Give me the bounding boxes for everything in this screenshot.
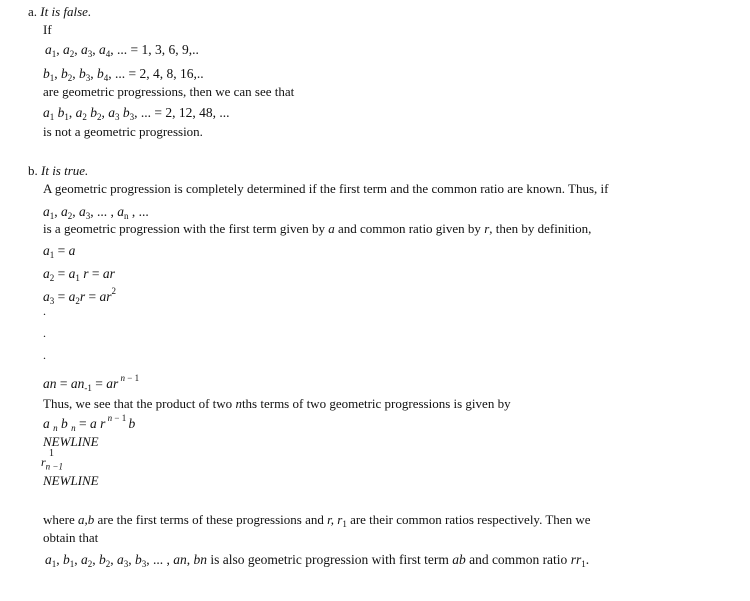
sequence-a-values: = 1, 3, 6, 9,.. — [130, 42, 199, 57]
sequence-a: $a_1$, $a_2$, $a_3$, $a_4$, ... = 1, 3, 6, 9,.. — [45, 42, 199, 59]
newline-placeholder-2: NEWLINE — [43, 473, 99, 488]
thus-post: ths terms of two geometric progressions is given by — [241, 396, 511, 411]
where-mid: are the first terms of these progressions and — [94, 512, 328, 527]
final-and: and common ratio — [465, 552, 571, 567]
final-ab: ab — [452, 552, 466, 567]
where-ab: a,b — [78, 512, 95, 527]
product-values: = 2, 12, 48, ... — [154, 105, 230, 120]
ellipsis-dot-2: . — [43, 326, 46, 340]
newline-placeholder-1: NEWLINE — [43, 434, 99, 449]
final-rr: rr — [570, 552, 582, 567]
if-word: If — [43, 22, 52, 37]
part-a-heading — [28, 4, 91, 20]
product-sequence: $a_1$ $b_1$, $a_2$ $b_2$, $a_3$ $b_3$, ... = 2, 12, 48, ... — [43, 105, 230, 122]
para2-mid: and common ratio given by — [334, 221, 485, 236]
thus-pre: Thus, we see that the product of two — [43, 396, 236, 411]
part-a-verdict: It is false. — [40, 4, 92, 19]
equation-a3: $a_3 = a_2r = ar^2$ — [43, 286, 117, 306]
sequence-b-values: = 2, 4, 8, 16,.. — [128, 66, 204, 81]
para2-r: r — [484, 221, 490, 236]
part-b-para2 — [43, 221, 591, 237]
r-fraction-fragment: 1 $r_{n -1}$ — [41, 448, 63, 472]
part-a-conclusion: is not a geometric progression. — [43, 124, 203, 139]
final-sentence: $a_1$, $b_1$, $a_2$, $b_2$, $a_3$, $b_3$, ... , an, bn is also geometric progression with first term ab and common ratio $rr_1$. — [45, 552, 590, 569]
part-b-marker: b. — [28, 163, 38, 178]
sequence-b: $b_1$, $b_2$, $b_3$, $b_4$, ... = 2, 4, 8, 16,.. — [43, 66, 204, 83]
para2-post: , then by definition, — [489, 221, 592, 236]
where-r: r, — [327, 512, 334, 527]
part-b-para1: A geometric progression is completely determined if the first term and the common ratio are known. Thus, if — [43, 181, 609, 196]
equation-an: an = $an_{-1}$ = ar $^{n - 1}$ — [43, 373, 140, 393]
part-b-obtain: obtain that — [43, 530, 99, 545]
part-a-mid-text: are geometric progressions, then we can see that — [43, 84, 295, 99]
where-post: are their common ratios respectively. Then we — [346, 512, 591, 527]
where-pre: where — [43, 512, 79, 527]
ellipsis-dot-3: . — [43, 348, 46, 362]
para2-a: a — [328, 221, 335, 236]
general-sequence: $a_1$, $a_2$, $a_3$, ... , $a_n$ , ... — [43, 204, 149, 221]
final-mid: is also geometric progression with first term — [210, 552, 453, 567]
part-b-verdict: It is true. — [41, 163, 89, 178]
equation-a1: $a_1 = a$ — [43, 243, 76, 260]
ellipsis-dot-1: . — [43, 304, 46, 318]
equation-a2: $a_2 = a_1$ r = ar — [43, 266, 115, 283]
part-b-thus — [43, 396, 511, 412]
part-b-heading — [28, 163, 88, 179]
thus-n: n — [235, 396, 242, 411]
product-equation: a $_n$ b $_n$ = a r $^{n - 1}$ b — [43, 413, 136, 433]
part-b-where: where a,b are the first terms of these progressions and r, $r_1$ are their common ratios respectively. Then we — [43, 512, 591, 529]
part-a-marker: a. — [28, 4, 38, 19]
para2-pre: is a geometric progression with the first term given by — [43, 221, 329, 236]
